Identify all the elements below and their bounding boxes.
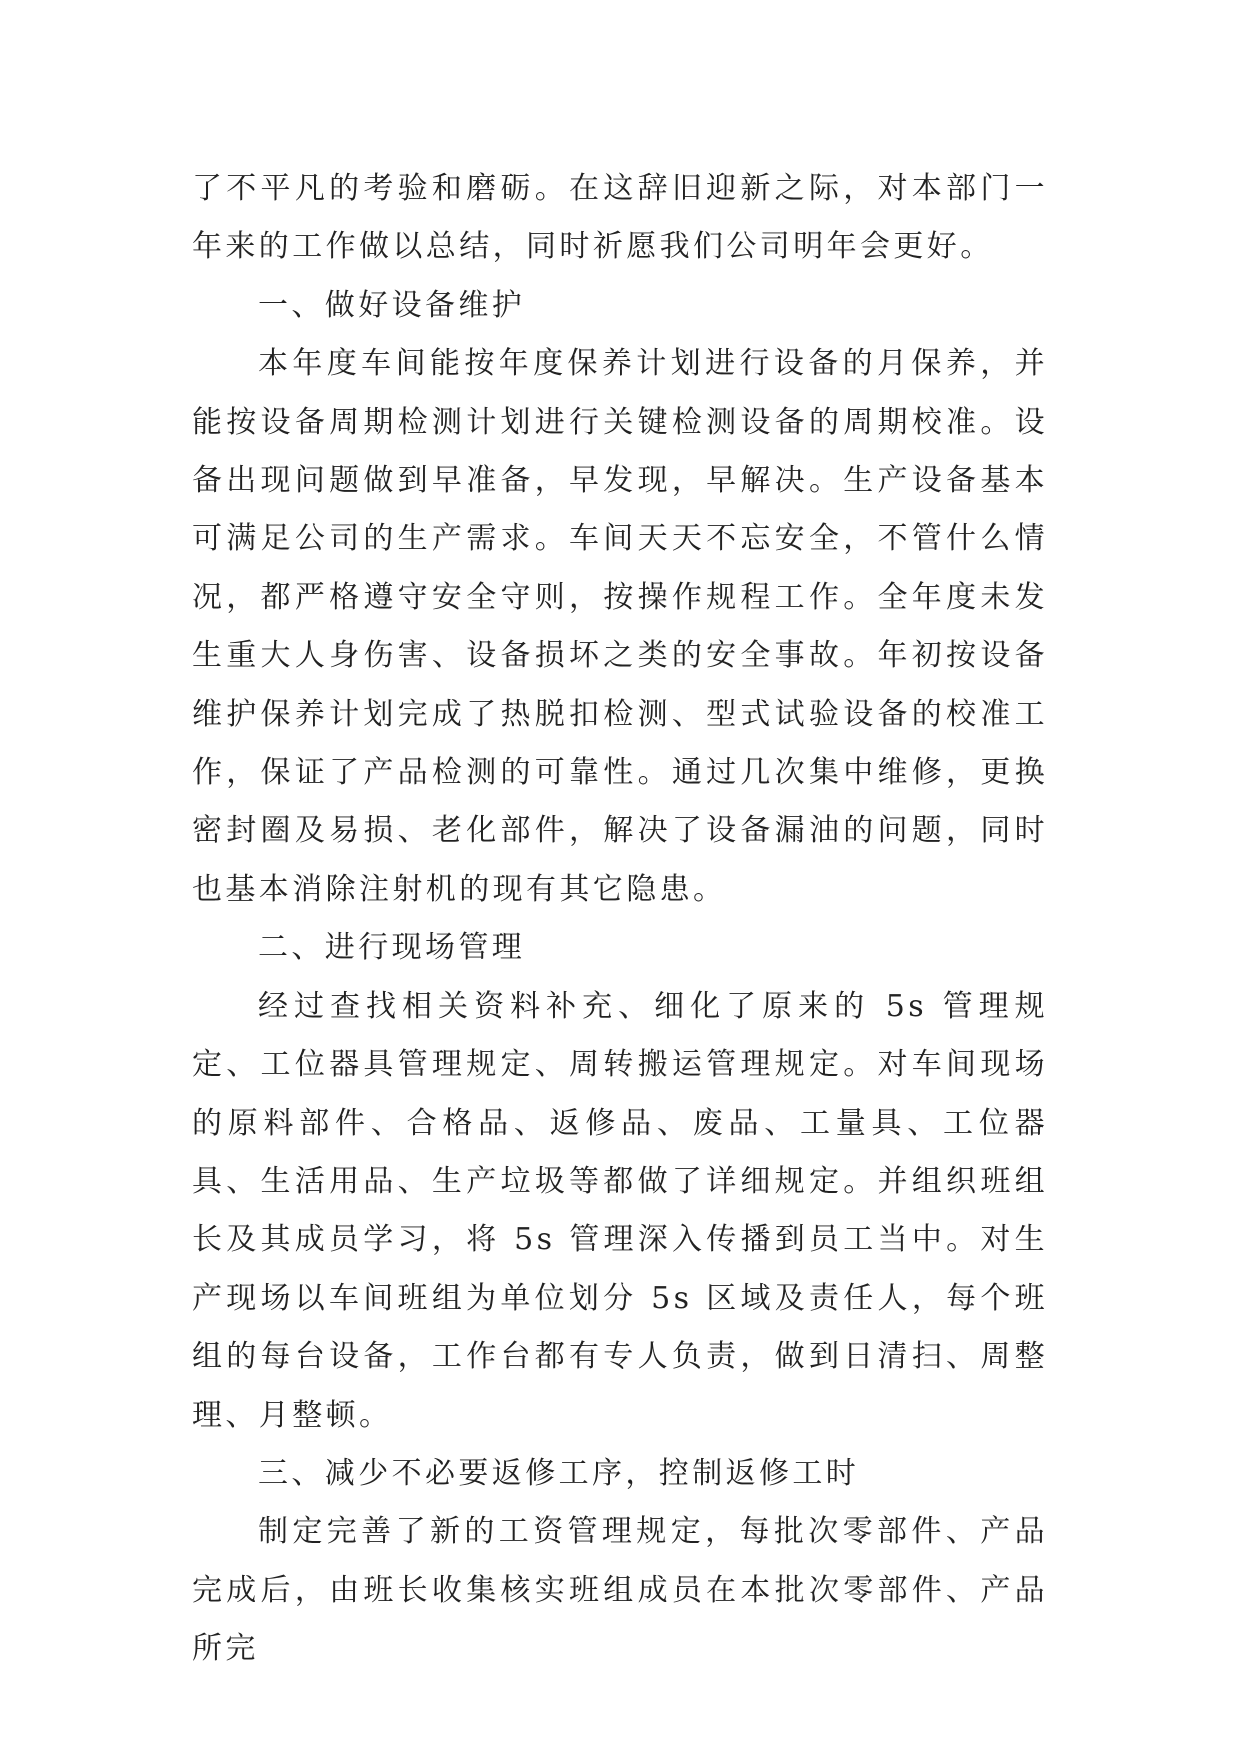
paragraph-reduce-rework: 制定完善了新的工资管理规定，每批次零部件、产品完成后，由班长收集核实班组成员在本批次零部件、产品所完 [192,1514,1048,1667]
section-heading-equipment-maintenance: 一、做好设备维护 [258,287,526,323]
paragraph-intro: 了不平凡的考验和磨砺。在这辞旧迎新之际，对本部门一年来的工作做以总结，同时祈愿我们公司明年会更好。 [192,171,1048,265]
document-body [192,160,1048,1679]
section-heading-reduce-rework: 三、减少不必要返修工序，控制返修工时 [258,1455,860,1491]
paragraph-equipment-maintenance: 本年度车间能按年度保养计划进行设备的月保养，并能按设备周期检测计划进行关键检测设备的周期校准。设备出现问题做到早准备，早发现，早解决。生产设备基本可满足公司的生产需求。车间天天不忘安全，不管什么情况，都严格遵守安全守则，按操作规程工作。全年度未发生重大人身伤害、设备损坏之类的安全事故。年初按设备维护保养计划完成了热脱扣检测、型式试验设备的校准工作，保证了产品检测的可靠性。通过几次集中维修，更换密封圈及易损、老化部件，解决了设备漏油的问题，同时也基本消除注射机的现有其它隐患。 [192,346,1048,907]
paragraph-site-management: 经过查找相关资料补充、细化了原来的 5s 管理规定、工位器具管理规定、周转搬运管理规定。对车间现场的原料部件、合格品、返修品、废品、工量具、工位器具、生活用品、生产垃圾等都做了详细规定。并组织班组长及其成员学习，将 5s 管理深入传播到员工当中。对生产现场以车间班组为单位划分 5s 区域及责任人，每个班组的每台设备，工作台都有专人负责，做到日清扫、周整理、月整顿。 [192,988,1048,1433]
section-heading-site-management: 二、进行现场管理 [258,930,526,966]
